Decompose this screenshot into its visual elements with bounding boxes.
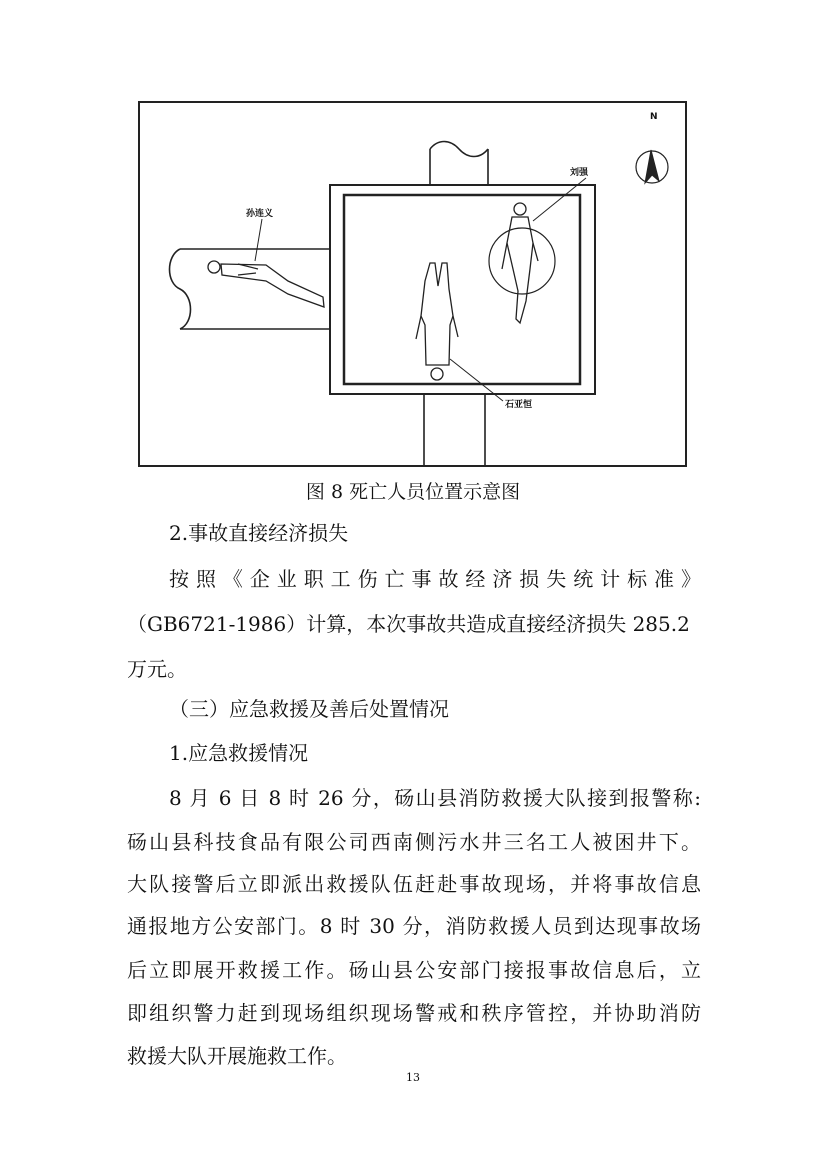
- section-3-heading: （三）应急救援及善后处置情况: [169, 697, 449, 721]
- label-person-left: 孙连义: [246, 209, 274, 219]
- figure-position-diagram: [138, 101, 688, 468]
- rescue-paragraph-line-1: 8 月 6 日 8 时 26 分，砀山县消防救援大队接到报警称:: [169, 786, 701, 810]
- loss-heading: 2.事故直接经济损失: [169, 521, 349, 545]
- loss-paragraph-line-2: （GB6721-1986）计算，本次事故共造成直接经济损失 285.2: [127, 612, 690, 636]
- rescue-paragraph-line-3: 大队接警后立即派出救援队伍赶赴事故现场，并将事故信息: [127, 872, 701, 896]
- diagram-svg: [138, 101, 688, 468]
- label-person-bottom: 石亚恒: [505, 400, 533, 410]
- loss-paragraph-line-1: 按 照 《 企 业 职 工 伤 亡 事 故 经 济 损 失 统 计 标 准 》: [169, 567, 701, 591]
- rescue-paragraph-line-5: 后立即展开救援工作。砀山县公安部门接报事故信息后，立: [127, 958, 701, 982]
- rescue-paragraph-line-4: 通报地方公安部门。8 时 30 分，消防救援人员到达现事故场: [127, 914, 701, 938]
- rescue-paragraph-line-2: 砀山县科技食品有限公司西南侧污水井三名工人被困井下。: [127, 830, 701, 854]
- rescue-paragraph-line-6: 即组织警力赶到现场组织现场警戒和秩序管控，并协助消防: [127, 1001, 701, 1025]
- loss-paragraph-line-3: 万元。: [127, 657, 187, 681]
- page-number: 13: [406, 1071, 420, 1084]
- well-outer: [330, 185, 595, 394]
- rescue-paragraph-line-7: 救援大队开展施救工作。: [127, 1044, 347, 1068]
- figure-caption: 图 8 死亡人员位置示意图: [305, 481, 521, 503]
- rescue-heading: 1.应急救援情况: [169, 741, 309, 765]
- label-person-top-right: 刘强: [570, 168, 589, 178]
- north-label: N: [650, 112, 658, 122]
